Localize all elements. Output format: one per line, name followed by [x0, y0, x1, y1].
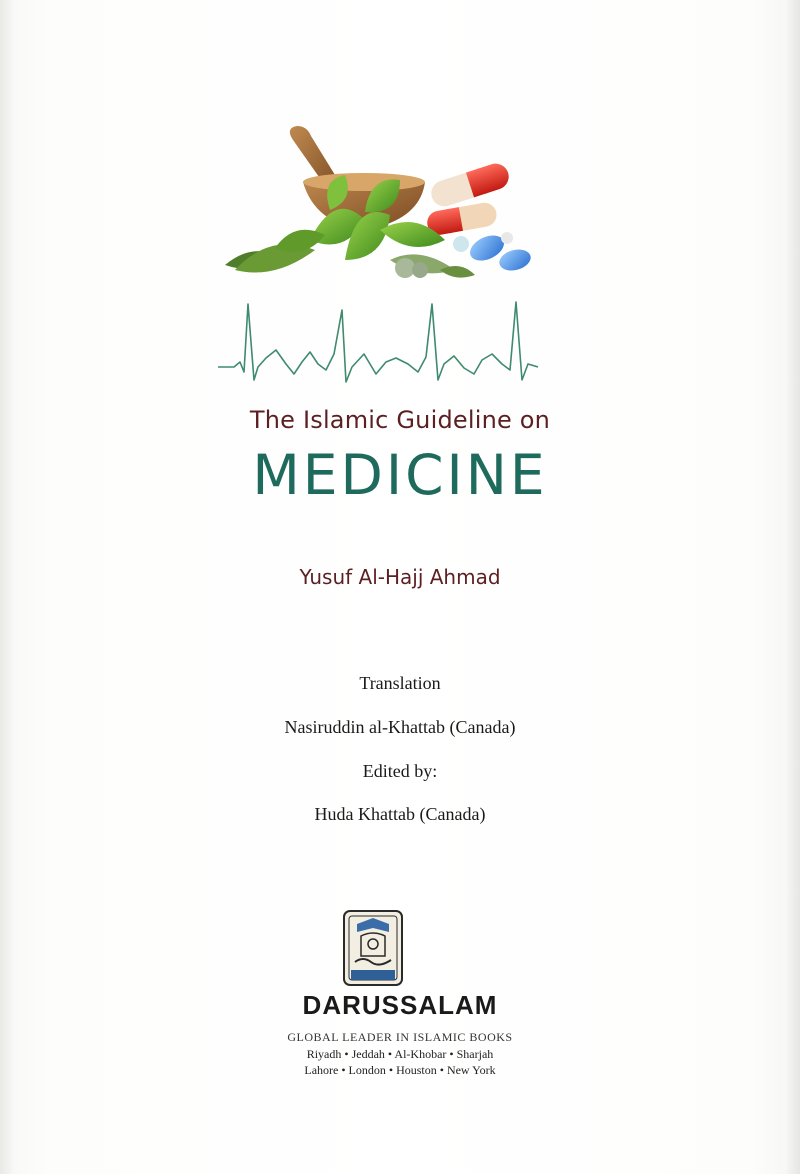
translator-name: Nasiruddin al-Khattab (Canada) — [284, 717, 516, 737]
author-name: Yusuf Al-Hajj Ahmad — [299, 565, 501, 589]
pill-capsules-icon — [425, 160, 533, 274]
publisher-tagline: GLOBAL LEADER IN ISLAMIC BOOKS — [287, 1030, 513, 1044]
publisher-cities-line-1: Riyadh • Jeddah • Al-Khobar • Sharjah — [306, 1047, 494, 1061]
book-subtitle: The Islamic Guideline on — [249, 406, 551, 434]
ecg-heartbeat-line-icon — [218, 292, 538, 387]
editor-name: Huda Khattab (Canada) — [314, 804, 486, 824]
publisher-cities-line-2: Lahore • London • Houston • New York — [304, 1063, 496, 1077]
translation-label: Translation — [359, 673, 441, 693]
mortar-herbs-pills-illustration — [215, 120, 545, 290]
book-title: MEDICINE — [252, 443, 548, 507]
edited-by-label: Edited by: — [362, 761, 438, 781]
darussalam-logo-icon — [343, 910, 403, 986]
publisher-name: DARUSSALAM — [302, 990, 498, 1020]
